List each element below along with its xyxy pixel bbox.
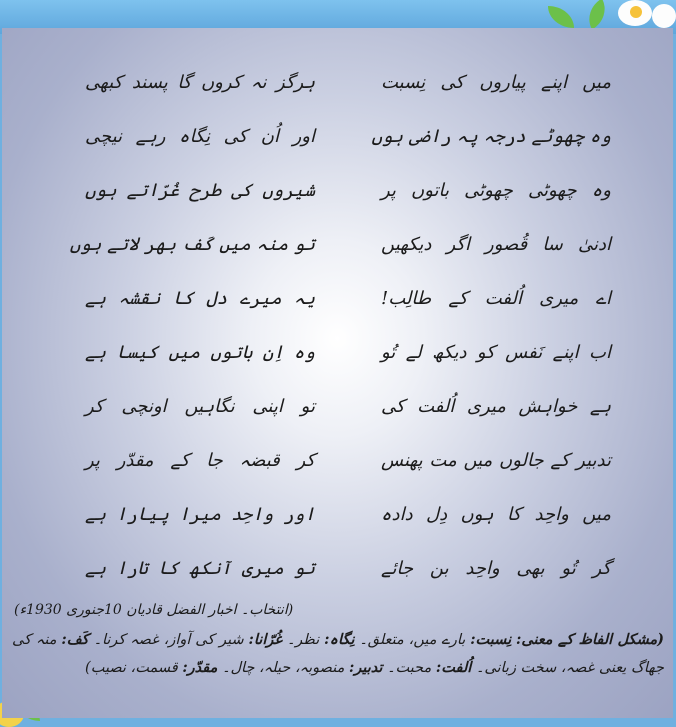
verse-line-left: یہ میرے دل کا نقشہ ہے (85, 288, 315, 309)
glossary-meaning: بارے میں، متعلق۔ (359, 632, 466, 648)
verse-line-left: شیروں کی طرح غُرّاتے ہوں (85, 180, 315, 201)
verse-line-left: ہرگز نہ کروں گا پسند کبھی (85, 72, 315, 93)
poem-verse (2, 234, 673, 274)
glossary-term: نِگاہ: (324, 631, 355, 648)
verse-line-right: اے میری اُلفت کے طالِب! (381, 288, 611, 309)
verse-line-left: اور واحِد میرا پیارا ہے (85, 504, 315, 525)
glossary-term: تدبیر: (349, 659, 383, 676)
verse-line-right: اب اپنے نَفس کو دیکھ لے تُو (381, 342, 611, 363)
verse-line-left: تو میری آنکھ کا تارا ہے (85, 558, 315, 579)
verse-line-right: گر تُو بھی واحِد بن جائے (381, 558, 611, 579)
glossary-meaning: نظر۔ (286, 632, 320, 648)
glossary-meaning: شیر کی آواز، غصہ کرنا۔ (93, 632, 244, 648)
verse-line-right: میں اپنے پیاروں کی نِسبت (381, 72, 611, 93)
poem (2, 72, 673, 612)
verse-line-left: وہ اِن باتوں میں کیسا ہے (85, 342, 315, 363)
poem-verse (2, 72, 673, 112)
poem-verse (2, 558, 673, 598)
glossary-heading: (مشکل الفاظ کے معنی: (516, 631, 665, 648)
poem-verse (2, 126, 673, 166)
poem-panel (2, 28, 673, 718)
glossary-meaning: محبت۔ (387, 660, 432, 676)
glossary-term: غُرّانا: (248, 631, 282, 648)
poem-verse (2, 450, 673, 490)
glossary-meaning: منہ کی جھاگ یعنی غصہ، سخت زبانی۔ (12, 632, 664, 676)
verse-line-left: تو منہ میں کَف بھر لاتے ہوں (69, 234, 315, 255)
poem-verse (2, 180, 673, 220)
poem-verse (2, 396, 673, 436)
glossary-term: نِسبت: (470, 631, 512, 648)
glossary (12, 626, 664, 682)
glossary-meaning: قسمت، نصیب) (85, 660, 178, 676)
poem-verse (2, 288, 673, 328)
flower-center-icon (630, 6, 642, 18)
verse-line-right: میں واحِد کا ہوں دِل دادہ (381, 504, 611, 525)
verse-line-left: تو اپنی نگاہیں اونچی کر (85, 396, 315, 417)
poem-verse (2, 342, 673, 382)
leaf-icon (548, 6, 574, 28)
glossary-term: کَف: (61, 631, 89, 648)
verse-line-right: ادنیٰ سا قُصور اگر دیکھیں (381, 234, 611, 255)
verse-line-right: وہ چھوٹے درجہ پہ راضی ہوں (371, 126, 611, 147)
glossary-term: مقدّر: (182, 659, 218, 676)
verse-line-right: تدبیر کے جالوں میں مت پھنس (381, 450, 611, 471)
verse-line-right: وہ چھوٹی چھوٹی باتوں پر (381, 180, 611, 201)
verse-line-left: اور اُن کی نِگاہ رہے نیچی (85, 126, 315, 147)
leaf-icon (581, 0, 613, 30)
verse-line-right: ہے خواہش میری اُلفت کی (381, 396, 611, 417)
glossary-meaning: منصوبہ، حیلہ، چال۔ (222, 660, 345, 676)
source-citation: (انتخاب۔ اخبار الفضل قادیان 10جنوری 1930ء) (14, 602, 294, 618)
verse-line-left: کر قبضہ جا کے مقدّر پر (85, 450, 315, 471)
flower-icon (652, 4, 676, 28)
glossary-term: اُلفت: (435, 659, 472, 676)
poem-verse (2, 504, 673, 544)
